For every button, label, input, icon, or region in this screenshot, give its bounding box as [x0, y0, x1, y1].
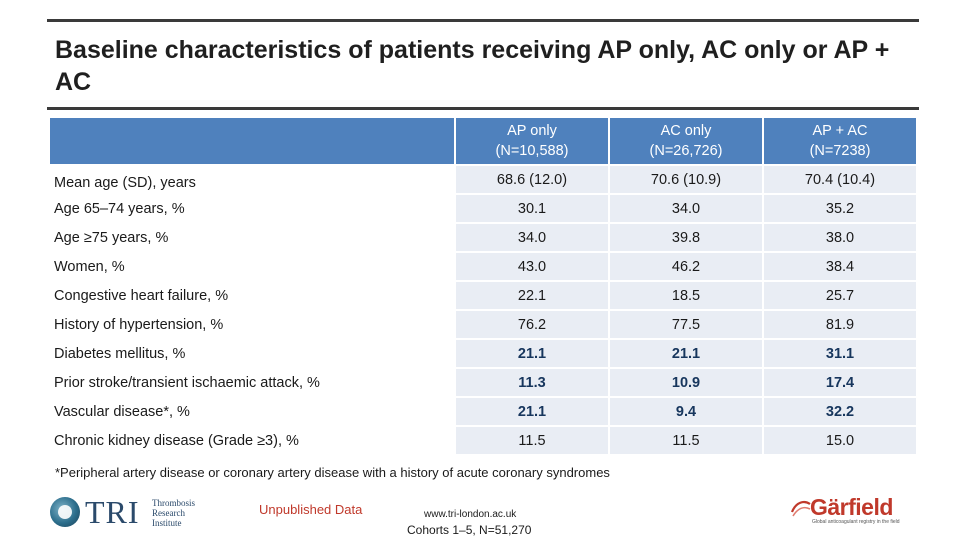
column-n: (N=10,588): [495, 143, 569, 159]
column-name: AP + AC: [812, 123, 868, 139]
table-cell: 11.5: [608, 427, 762, 454]
table-row: [50, 311, 916, 338]
table-cell: 81.9: [762, 311, 916, 338]
table-cell: 22.1: [454, 282, 608, 309]
table-row: [50, 369, 916, 396]
column-n: (N=7238): [809, 143, 871, 159]
table-row: [50, 282, 916, 309]
table-cell: 11.5: [454, 427, 608, 454]
tri-logo-subtitle: [152, 498, 195, 528]
row-label: Vascular disease*, %: [50, 398, 454, 425]
table-cell: 31.1: [762, 340, 916, 367]
row-label: Age 65–74 years, %: [50, 195, 454, 222]
table-row: [50, 166, 916, 193]
table-cell: 21.1: [454, 340, 608, 367]
table-cell: 10.9: [608, 369, 762, 396]
table-cell: 25.7: [762, 282, 916, 309]
table-cell: 35.2: [762, 195, 916, 222]
table-row: [50, 398, 916, 425]
table-cell: 76.2: [454, 311, 608, 338]
website-link[interactable]: www.tri-london.ac.uk: [424, 509, 517, 520]
table-row: [50, 427, 916, 454]
column-name: AC only: [660, 123, 712, 139]
table-cell: 21.1: [608, 340, 762, 367]
row-label: History of hypertension, %: [50, 311, 454, 338]
tri-sub-line: Research: [152, 508, 185, 518]
tri-logo: [50, 496, 210, 530]
table-row: [50, 340, 916, 367]
tri-circle-icon: [50, 497, 80, 527]
column-header-ap-ac: [762, 118, 916, 164]
table-cell: 46.2: [608, 253, 762, 280]
tri-logo-text: TRI: [85, 494, 140, 530]
table-cell: 68.6 (12.0): [454, 166, 608, 193]
footer-info: [407, 507, 557, 538]
table-cell: 70.6 (10.9): [608, 166, 762, 193]
table-cell: 17.4: [762, 369, 916, 396]
table-row: [50, 253, 916, 280]
row-label: Mean age (SD), years: [50, 166, 454, 193]
row-label: Diabetes mellitus, %: [50, 340, 454, 367]
slide-title: Baseline characteristics of patients receiving AP only, AC only or AP + AC: [55, 36, 890, 96]
table-cell: 15.0: [762, 427, 916, 454]
table-row: [50, 224, 916, 251]
table-cell: 34.0: [454, 224, 608, 251]
footnote: *Peripheral artery disease or coronary artery disease with a history of acute coronary syndromes: [55, 465, 610, 480]
column-name: AP only: [507, 123, 557, 139]
garfield-logo-text: Gärfield: [810, 494, 893, 520]
table-cell: 38.0: [762, 224, 916, 251]
cohorts-text: Cohorts 1–5, N=51,270: [407, 523, 532, 537]
baseline-characteristics-table: [50, 116, 916, 456]
table-header-row: [50, 118, 916, 164]
table-cell: 21.1: [454, 398, 608, 425]
tri-sub-line: Thrombosis: [152, 498, 196, 508]
table-cell: 70.4 (10.4): [762, 166, 916, 193]
table-cell: 39.8: [608, 224, 762, 251]
table-cell: 32.2: [762, 398, 916, 425]
table-row: [50, 195, 916, 222]
garfield-tagline: Global anticoagulant registry in the field: [812, 519, 900, 525]
row-label: Chronic kidney disease (Grade ≥3), %: [50, 427, 454, 454]
garfield-mark-icon: [790, 498, 812, 520]
table-cell: 77.5: [608, 311, 762, 338]
row-label: Prior stroke/transient ischaemic attack, %: [50, 369, 454, 396]
title-rule-bottom: [47, 107, 919, 110]
table-cell: 38.4: [762, 253, 916, 280]
row-label: Women, %: [50, 253, 454, 280]
table-cell: 11.3: [454, 369, 608, 396]
column-header-ac-only: [608, 118, 762, 164]
unpublished-data-label: Unpublished Data: [259, 502, 363, 517]
header-label-cell: [50, 118, 454, 164]
garfield-logo: [790, 495, 915, 529]
table-cell: 18.5: [608, 282, 762, 309]
column-header-ap-only: [454, 118, 608, 164]
title-rule-top: [47, 19, 919, 22]
tri-sub-line: Institute: [152, 518, 182, 528]
row-label: Congestive heart failure, %: [50, 282, 454, 309]
table-cell: 30.1: [454, 195, 608, 222]
table-cell: 34.0: [608, 195, 762, 222]
table-cell: 9.4: [608, 398, 762, 425]
column-n: (N=26,726): [649, 143, 723, 159]
row-label: Age ≥75 years, %: [50, 224, 454, 251]
table-cell: 43.0: [454, 253, 608, 280]
